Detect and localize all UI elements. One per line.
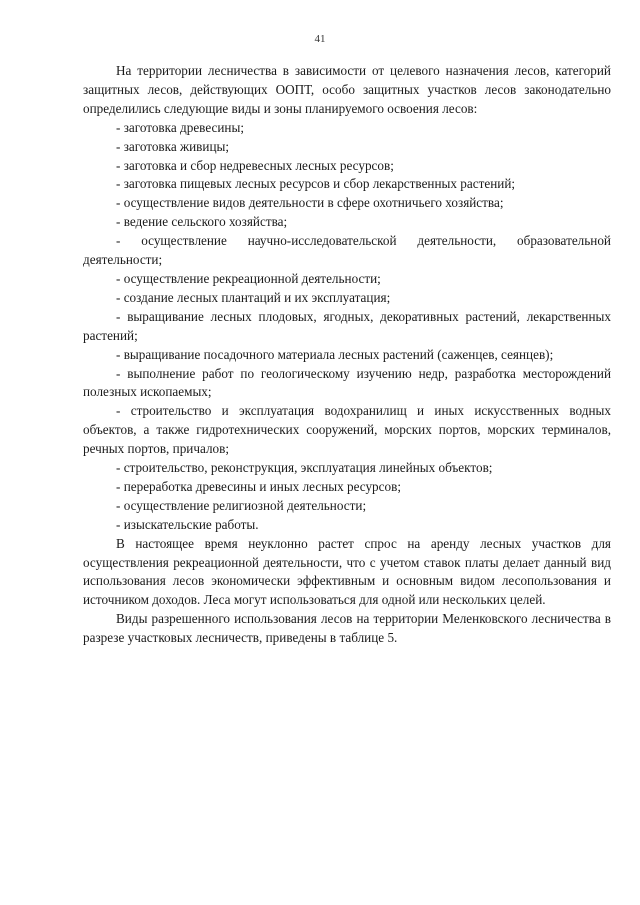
list-item: - заготовка древесины; — [116, 119, 244, 135]
list-item: - осуществление видов деятельности в сфере охотничьего хозяйства; — [116, 195, 504, 211]
list-item: - строительство, реконструкция, эксплуатация линейных объектов; — [116, 460, 493, 476]
demand-paragraph: В настоящее время неуклонно растет спрос на аренду лесных участков для осуществления рекреационной деятельности, что с учетом ставок платы делает данный вид использования лесов экономически эффективным и основным видом лесопользования и источником доходов. Леса могут использоваться для одной или нескольких целей. — [83, 535, 611, 608]
list-item: - заготовка живицы; — [116, 138, 230, 154]
list-item: - выращивание посадочного материала лесных растений (саженцев, сеянцев); — [116, 346, 554, 362]
page-number: 41 — [314, 33, 326, 45]
list-item: - строительство и эксплуатация водохранилищ и иных искусственных водных объектов, а также гидротехнических сооружений, морских портов, морских терминалов, речных портов, причалов; — [83, 403, 611, 457]
list-item: - заготовка и сбор недревесных лесных ресурсов; — [116, 157, 394, 173]
list-item: - заготовка пищевых лесных ресурсов и сбор лекарственных растений; — [116, 176, 516, 192]
list-item: - осуществление религиозной деятельности; — [116, 497, 367, 513]
list-item: - выращивание лесных плодовых, ягодных, декоративных растений, лекарственных растений; — [83, 308, 611, 343]
list-item: - изыскательские работы. — [116, 516, 259, 532]
list-item: - создание лесных плантаций и их эксплуатация; — [116, 289, 391, 305]
usage-list — [83, 119, 611, 535]
list-item: - ведение сельского хозяйства; — [116, 214, 288, 230]
intro-paragraph: На территории лесничества в зависимости от целевого назначения лесов, категорий защитных лесов, действующих ООПТ, особо защитных участков лесов законодательно определились следующие виды и зоны планируемого освоения лесов: — [83, 63, 611, 116]
document-body — [83, 62, 611, 648]
list-item: - осуществление рекреационной деятельности; — [116, 270, 381, 286]
list-item: - переработка древесины и иных лесных ресурсов; — [116, 478, 401, 494]
list-item: - осуществление научно-исследовательской деятельности, образовательной деятельности; — [83, 233, 611, 268]
list-item: - выполнение работ по геологическому изучению недр, разработка месторождений полезных ископаемых; — [83, 365, 611, 400]
table-reference-paragraph: Виды разрешенного использования лесов на территории Меленковского лесничества в разрезе участковых лесничеств, приведены в таблице 5. — [83, 611, 611, 646]
